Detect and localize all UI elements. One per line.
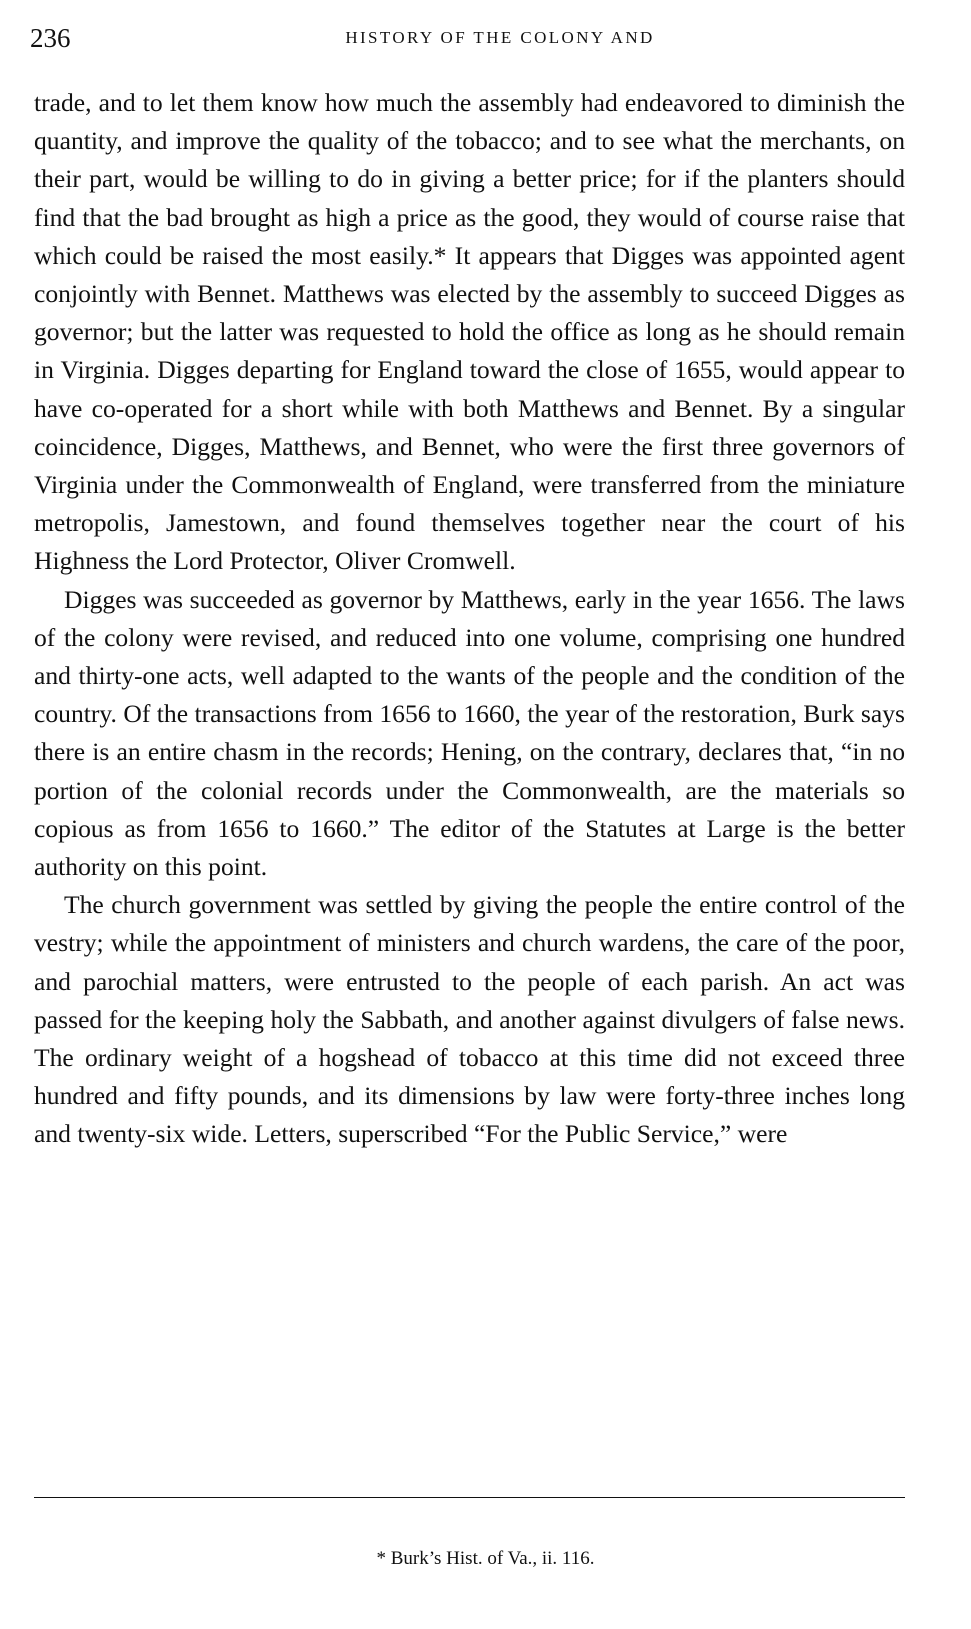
paragraph-continued: trade, and to let them know how much the assembly had endeavored to diminish the quantity, and improve the quality of the tobacco; and to see what the merchants, on their part, would be willing to do in giving a better price; for if the planters should find that the bad brought as high a price as the good, they would of course raise that which could be raised the most easily.* It appears that Digges was appointed agent conjointly with Bennet. Matthews was elected by the assembly to succeed Digges as governor; but the latter was requested to hold the office as long as he should remain in Virginia. Digges departing for England toward the close of 1655, would appear to have co-operated for a short while with both Matthews and Bennet. By a singular coincidence, Digges, Matthews, and Bennet, who were the first three governors of Virginia under the Commonwealth of England, were transferred from the miniature metropolis, Jamestown, and found themselves together near the court of his Highness the Lord Protector, Oliver Cromwell. bbox=[34, 88, 905, 576]
paragraph-digges-succeeded: Digges was succeeded as governor by Matthews, early in the year 1656. The laws of the colony were revised, and reduced into one volume, comprising one hundred and thirty-one acts, well adapted to the wants of the people and the condition of the country. Of the transactions from 1656 to 1660, the year of the restoration, Burk says there is an entire chasm in the records; Hening, on the contrary, declares that, “in no portion of the colonial records under the Commonwealth, are the materials so copious as from 1656 to 1660.” The editor of the Statutes at Large is the better authority on this point. bbox=[34, 584, 905, 882]
page-number: 236 bbox=[30, 23, 71, 53]
body-text bbox=[34, 84, 905, 1154]
paragraph-church-government: The church government was settled by giving the people the entire control of the vestry; while the appointment of ministers and church wardens, the care of the poor, and parochial matters, were entrusted to the people of each parish. An act was passed for the keeping holy the Sabbath, and another against divulgers of false news. The ordinary weight of a hogshead of tobacco at this time did not exceed three hundred and fifty pounds, and its dimensions by law were forty-three inches long and twenty-six wide. Letters, superscribed “For the Public Service,” were bbox=[34, 890, 905, 1149]
footnote: * Burk’s Hist. of Va., ii. 116. bbox=[376, 1548, 595, 1569]
running-head bbox=[30, 20, 910, 56]
running-title: HISTORY OF THE COLONY AND bbox=[345, 28, 655, 47]
footnote-divider bbox=[34, 1497, 905, 1498]
